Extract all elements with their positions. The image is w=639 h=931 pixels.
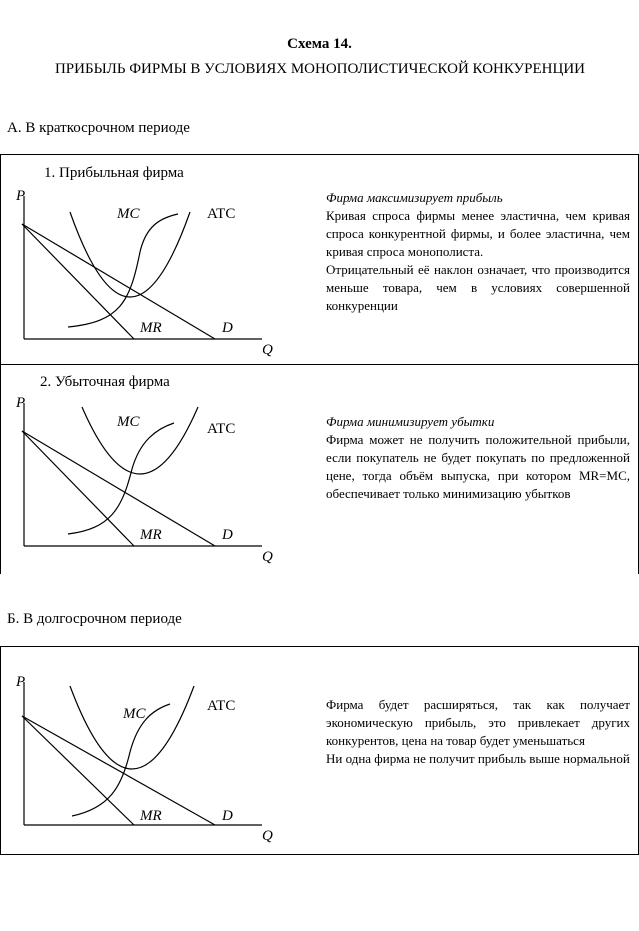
desc-paragraph: Кривая спроса фирмы менее эластична, чем кривая спроса конкурентной фирмы, и более эластична, чем кривая спроса монополиста. [326,208,630,259]
mr-curve [22,716,134,825]
mc-curve [68,214,178,327]
atc-label: ATC [207,206,236,222]
atc-label: ATC [207,421,236,437]
atc-curve [70,686,194,769]
mr-curve [22,224,134,339]
mc-label: MC [123,706,146,722]
desc-paragraph: Фирма может не получить положительной прибыли, если покупатель не будет покупать по предложенной цене, тогда объём выпуска, при котором MR=MC, обеспечивает только минимизацию убытков [326,432,630,501]
atc-curve [82,407,198,474]
mc-label: MC [117,206,140,222]
price-axis-label: P [16,188,26,204]
section-b-heading: Б. В долгосрочном периоде [7,611,182,627]
mc-curve [68,423,174,534]
demand-label: D [222,320,233,336]
long-run-graph [10,668,300,858]
page-title: ПРИБЫЛЬ ФИРМЫ В УСЛОВИЯХ МОНОПОЛИСТИЧЕСКОЙ КОНКУРЕНЦИИ [54,61,586,77]
mr-label: MR [140,527,162,543]
profit-graph [10,182,300,372]
loss-graph [10,389,300,579]
price-axis-label: P [16,395,26,411]
demand-curve [22,431,215,546]
desc-heading: Фирма минимизирует убытки [326,414,495,429]
price-axis-label: P [16,674,26,690]
quantity-axis-label: Q [262,549,273,565]
section-a-heading: А. В краткосрочном периоде [7,120,190,136]
mr-label: MR [140,320,162,336]
mc-label: MC [117,414,140,430]
demand-curve [22,716,215,825]
atc-label: ATC [207,698,236,714]
demand-curve [22,224,215,339]
scheme-number: Схема 14. [287,36,352,52]
quantity-axis-label: Q [262,828,273,844]
demand-label: D [222,808,233,824]
desc-paragraph: Фирма будет расширяться, так как получает экономическую прибыль, это привлекает других конкурентов, цена на товар будет уменьшаться [326,697,630,748]
desc-paragraph: Ни одна фирма не получит прибыль выше нормальной [326,751,630,766]
quantity-axis-label: Q [262,342,273,358]
panel-3-description [326,696,630,768]
panel-1-title: 1. Прибыльная фирма [44,165,184,181]
mr-curve [22,431,134,546]
mc-curve [72,704,170,816]
panel-1-description [326,189,630,315]
atc-curve [70,212,190,297]
desc-paragraph: Отрицательный её наклон означает, что производится меньше товара, чем в условиях совершенной конкуренции [326,262,630,313]
desc-heading: Фирма максимизирует прибыль [326,190,503,205]
demand-label: D [222,527,233,543]
mr-label: MR [140,808,162,824]
panel-2-title: 2. Убыточная фирма [40,374,170,390]
panel-2-description [326,413,630,503]
